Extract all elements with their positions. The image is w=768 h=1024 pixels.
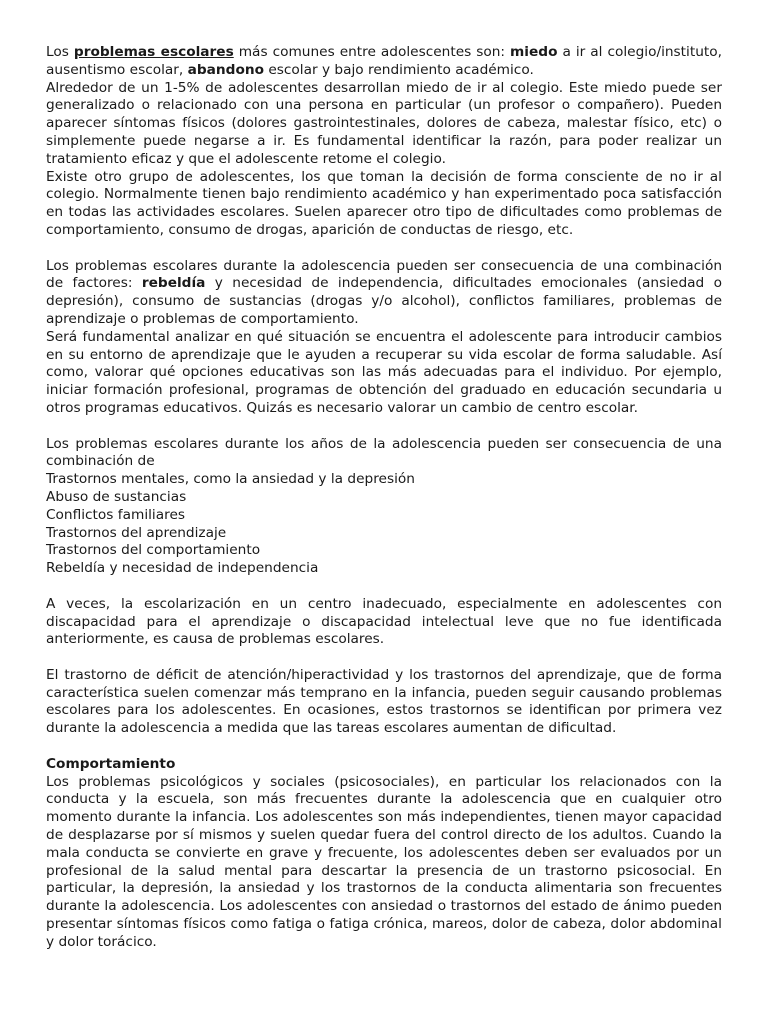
- paragraph-spacer: [46, 240, 722, 258]
- list-item: Trastornos del comportamiento: [46, 542, 261, 559]
- schooling-paragraph: A veces, la escolarización en un centro inadecuado, especialmente en adolescentes con discapacidad para el aprendizaje o discapacidad intelectual leve que no fue identificada anteriormente, es causa de problemas escolares.: [46, 595, 722, 648]
- text-run: Los problemas escolares durante la adolescencia pueden ser consecuencia de una combinación de factores:: [46, 257, 722, 292]
- keyword-rebeldia: rebeldía: [141, 275, 206, 292]
- intro-paragraph: [46, 44, 722, 80]
- paragraph-spacer: [46, 578, 722, 596]
- analysis-paragraph: Será fundamental analizar en qué situación se encuentra el adolescente para introducir cambios en su entorno de aprendizaje que le ayuden a recuperar su vida escolar de forma saludable. Así como, valorar qué opciones educativas son las más adecuadas para el individuo. Por ejemplo, iniciar formación profesional, programas de obtención del graduado en educación secundaria u otros programas educativos. Quizás es necesario valorar un cambio de centro escolar.: [46, 328, 722, 416]
- text-run: más comunes entre adolescentes son:: [233, 44, 511, 60]
- text-run: a ir al colegio/instituto, ausentismo escolar,: [46, 44, 722, 78]
- combination-intro: Los problemas escolares durante los años de la adolescencia pueden ser consecuencia de una combinación de: [46, 435, 722, 470]
- fear-paragraph: Alrededor de un 1-5% de adolescentes desarrollan miedo de ir al colegio. Este miedo puede ser generalizado o relacionado con una persona en particular (un profesor o compañero). Pueden aparecer síntomas físicos (dolores gastrointestinales, dolores de cabeza, malestar físico, etc) o simplemente puede negarse a ir. Es fundamental identificar la razón, para poder realizar un tratamiento eficaz y que el adolescente retome el colegio.: [46, 79, 722, 167]
- list-item: Abuso de sustancias: [46, 488, 187, 505]
- adhd-paragraph: El trastorno de déficit de atención/hiperactividad y los trastornos del aprendizaje, que de forma característica suelen comenzar más temprano en la infancia, pueden seguir causando problemas escolares para los adolescentes. En ocasiones, estos trastornos se identifican por primera vez durante la adolescencia a medida que las tareas escolares aumentan de dificultad.: [46, 666, 722, 737]
- behavior-paragraph: Los problemas psicológicos y sociales (psicosociales), en particular los relacionados con la conducta y la escuela, son más frecuentes durante la adolescencia que en cualquier otro momento durante la infancia. Los adolescentes son más independientes, tienen mayor capacidad de desplazarse por sí mismos y suelen quedar fuera del control directo de los adultos. Cuando la mala conducta se convierte en grave y frecuente, los adolescentes deben ser evaluados por un profesional de la salud mental para descartar la presencia de un trastorno psicosocial. En particular, la depresión, la ansiedad y los trastornos de la conducta alimentaria son frecuentes durante la adolescencia. Los adolescentes con ansiedad o trastornos del estado de ánimo pueden presentar síntomas físicos como fatiga o fatiga crónica, mareos, dolor de cabeza, dolor abdominal y dolor torácico.: [46, 773, 722, 950]
- keyword-miedo: miedo: [510, 44, 558, 60]
- dropout-paragraph: Existe otro grupo de adolescentes, los que toman la decisión de forma consciente de no ir al colegio. Normalmente tienen bajo rendimiento académico y han experimentado poca satisfacción en todas las actividades escolares. Suelen aparecer otro tipo de dificultades como problemas de comportamiento, consumo de drogas, aparición de conductas de riesgo, etc.: [46, 168, 722, 238]
- list-item: Trastornos del aprendizaje: [46, 524, 227, 541]
- paragraph-spacer: [46, 738, 722, 756]
- paragraph-spacer: [46, 418, 722, 436]
- section-heading-comportamiento: Comportamiento: [46, 755, 176, 772]
- paragraph-spacer: [46, 649, 722, 667]
- keyword-problemas-escolares: problemas escolares: [73, 44, 234, 60]
- causes-paragraph: [46, 258, 722, 329]
- list-item: Rebeldía y necesidad de independencia: [46, 560, 319, 577]
- text-run: Los: [46, 44, 74, 60]
- list-item: Trastornos mentales, como la ansiedad y la depresión: [46, 471, 415, 488]
- text-run: escolar y bajo rendimiento académico.: [264, 61, 534, 78]
- list-item: Conflictos familiares: [46, 506, 185, 523]
- keyword-abandono: abandono: [187, 61, 264, 78]
- text-run: y necesidad de independencia, dificultades emocionales (ansiedad o depresión), consumo de sustancias (drogas y/o alcohol), conflictos familiares, problemas de aprendizaje o problemas de comportamiento.: [46, 275, 722, 327]
